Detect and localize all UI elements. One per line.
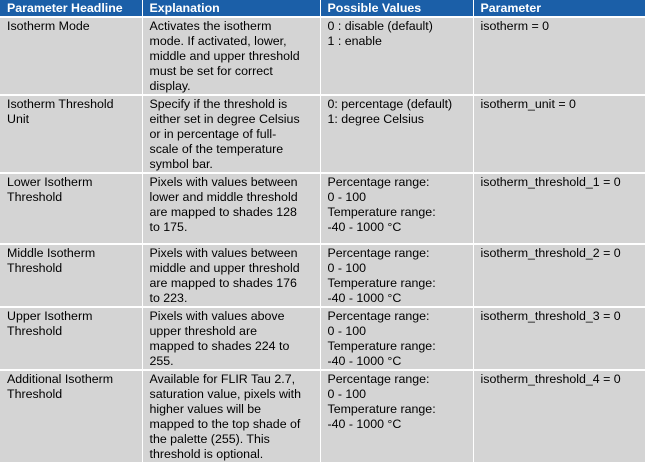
explanation-line: to 175.	[149, 220, 188, 234]
value-line: 0 : disable (default)	[327, 19, 433, 33]
value-line: Temperature range:	[327, 402, 436, 416]
headline-cell	[0, 307, 142, 370]
explanation-line: middle and upper threshold	[149, 261, 300, 275]
values-cell	[320, 17, 473, 95]
values-cell	[320, 244, 473, 307]
explanation-cell	[142, 370, 320, 462]
table-row	[0, 173, 645, 244]
explanation-line: mapped to shades 224 to	[149, 339, 290, 353]
explanation-line: 255.	[149, 354, 174, 368]
headline-line: Unit	[7, 112, 30, 126]
explanation-line: mode. If activated, lower,	[149, 34, 287, 48]
headline-cell	[0, 95, 142, 173]
value-line: 1: degree Celsius	[327, 112, 424, 126]
explanation-line: to 223.	[149, 291, 188, 305]
headline-line: Threshold	[7, 387, 63, 401]
explanation-line: the palette (255). This	[149, 432, 270, 446]
explanation-line: are mapped to shades 128	[149, 205, 297, 219]
header-parameter-headline: Parameter Headline	[0, 0, 142, 17]
header-parameter: Parameter	[473, 0, 645, 17]
explanation-cell	[142, 244, 320, 307]
explanation-line: must be set for correct	[149, 64, 273, 78]
value-line: Percentage range:	[327, 246, 430, 260]
parameter-cell	[473, 370, 645, 462]
parameter-cell	[473, 307, 645, 370]
explanation-line: Pixels with values between	[149, 246, 298, 260]
value-line: 0 - 100	[327, 261, 367, 275]
parameter-cell	[473, 17, 645, 95]
explanation-cell	[142, 17, 320, 95]
parameter-value: isotherm_unit = 0	[480, 97, 576, 111]
explanation-cell	[142, 173, 320, 244]
header-possible-values: Possible Values	[320, 0, 473, 17]
headline-line: Additional Isotherm	[7, 372, 114, 386]
headline-cell	[0, 244, 142, 307]
headline-line: Lower Isotherm	[7, 175, 93, 189]
explanation-line: symbol bar.	[149, 157, 213, 171]
explanation-line: mapped to the top shade of	[149, 417, 301, 431]
value-line: 0 - 100	[327, 324, 367, 338]
table-row	[0, 17, 645, 95]
values-cell	[320, 307, 473, 370]
table-row	[0, 370, 645, 462]
table-row	[0, 307, 645, 370]
value-line: 0 - 100	[327, 190, 367, 204]
header-explanation: Explanation	[142, 0, 320, 17]
value-line: Temperature range:	[327, 276, 436, 290]
explanation-line: threshold is optional.	[149, 447, 264, 461]
value-line: 1 : enable	[327, 34, 382, 48]
parameter-value: isotherm_threshold_3 = 0	[480, 309, 621, 323]
header-row	[0, 0, 645, 17]
parameter-cell	[473, 173, 645, 244]
explanation-line: Activates the isotherm	[149, 19, 272, 33]
explanation-line: either set in degree Celsius	[149, 112, 300, 126]
value-line: 0 - 100	[327, 387, 367, 401]
headline-line: Isotherm Threshold	[7, 97, 114, 111]
explanation-line: higher values will be	[149, 402, 262, 416]
headline-line: Isotherm Mode	[7, 19, 90, 33]
table-row	[0, 244, 645, 307]
value-line: -40 - 1000 °C	[327, 417, 402, 431]
table-row	[0, 95, 645, 173]
explanation-line: upper threshold are	[149, 324, 257, 338]
values-cell	[320, 370, 473, 462]
parameter-value: isotherm_threshold_1 = 0	[480, 175, 621, 189]
explanation-line: or in percentage of full-	[149, 127, 277, 141]
value-line: Temperature range:	[327, 205, 436, 219]
explanation-line: saturation value, pixels with	[149, 387, 302, 401]
values-cell	[320, 95, 473, 173]
parameter-value: isotherm_threshold_4 = 0	[480, 372, 621, 386]
explanation-cell	[142, 95, 320, 173]
explanation-line: Pixels with values between	[149, 175, 298, 189]
parameter-value: isotherm = 0	[480, 19, 550, 33]
explanation-line: Pixels with values above	[149, 309, 285, 323]
table-header	[0, 0, 645, 17]
value-line: Percentage range:	[327, 309, 430, 323]
value-line: -40 - 1000 °C	[327, 291, 402, 305]
parameter-cell	[473, 95, 645, 173]
explanation-line: Specify if the threshold is	[149, 97, 288, 111]
value-line: Percentage range:	[327, 372, 430, 386]
headline-line: Threshold	[7, 261, 63, 275]
explanation-line: scale of the temperature	[149, 142, 284, 156]
value-line: -40 - 1000 °C	[327, 220, 402, 234]
explanation-line: middle and upper threshold	[149, 49, 300, 63]
headline-cell	[0, 370, 142, 462]
explanation-cell	[142, 307, 320, 370]
explanation-line: lower and middle threshold	[149, 190, 298, 204]
headline-line: Threshold	[7, 324, 63, 338]
explanation-line: are mapped to shades 176	[149, 276, 297, 290]
explanation-line: Available for FLIR Tau 2.7,	[149, 372, 296, 386]
headline-cell	[0, 173, 142, 244]
headline-line: Middle Isotherm	[7, 246, 96, 260]
headline-line: Upper Isotherm	[7, 309, 93, 323]
headline-line: Threshold	[7, 190, 63, 204]
parameter-cell	[473, 244, 645, 307]
headline-cell	[0, 17, 142, 95]
value-line: Temperature range:	[327, 339, 436, 353]
explanation-line: display.	[149, 79, 191, 93]
parameter-value: isotherm_threshold_2 = 0	[480, 246, 621, 260]
value-line: -40 - 1000 °C	[327, 354, 402, 368]
table-body	[0, 17, 645, 462]
value-line: Percentage range:	[327, 175, 430, 189]
values-cell	[320, 173, 473, 244]
value-line: 0: percentage (default)	[327, 97, 453, 111]
